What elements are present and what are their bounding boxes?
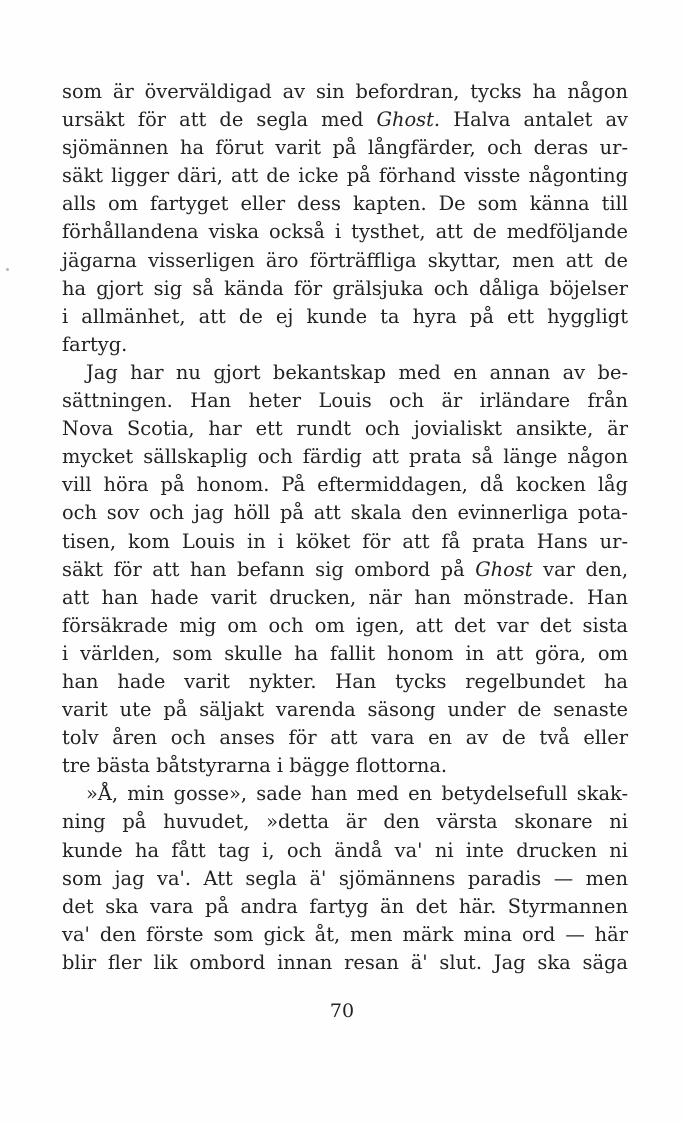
text-line: tisen, kom Louis in i köket för att få prata Hans ur-	[62, 529, 628, 553]
text-line: alls om fartyget eller dess kapten. De som känna till	[62, 192, 628, 216]
text-line: varit ute på säljakt varenda säsong under de senaste	[62, 698, 628, 722]
text-line: Jag har nu gjort bekantskap med en annan av be-	[86, 360, 628, 384]
text-line: han hade varit nykter. Han tycks regelbundet ha	[62, 669, 628, 693]
text-line: försäkrade mig om och om igen, att det var det sista	[62, 613, 628, 637]
text-line: förhållandena viska också i tysthet, att de medföljande	[62, 220, 628, 244]
text-line: ha gjort sig så kända för grälsjuka och dåliga böjelser	[62, 276, 628, 300]
margin-mark	[6, 268, 9, 271]
text-line: ursäkt för att de segla med Ghost. Halva antalet av	[62, 108, 628, 132]
body-text	[62, 78, 628, 977]
text-line: jägarna visserligen äro förträffliga skyttar, men att de	[62, 248, 628, 272]
text-line: mycket sällskaplig och färdig att prata så länge någon	[62, 445, 628, 469]
text-line: va' den förste som gick åt, men märk mina ord — här	[62, 922, 628, 946]
text-line: i allmänhet, att de ej kunde ta hyra på ett hyggligt	[62, 304, 628, 328]
text-line: blir fler lik ombord innan resan ä' slut. Jag ska säga	[62, 950, 628, 974]
ship-name: Ghost	[475, 557, 533, 581]
text-line: fartyg.	[62, 332, 128, 356]
page-number: 70	[329, 1000, 355, 1022]
text-line: sättningen. Han heter Louis och är irländare från	[62, 389, 628, 413]
text-line: sjömännen ha förut varit på långfärder, och deras ur-	[62, 136, 628, 160]
text-line: som är överväldigad av sin befordran, tycks ha någon	[62, 80, 628, 103]
ship-name: Ghost.	[376, 108, 441, 132]
text-line: vill höra på honom. På eftermiddagen, då kocken låg	[62, 473, 628, 497]
text-line: ning på huvudet, »detta är den värsta skonare ni	[62, 810, 628, 834]
text-line: kunde ha fått tag i, och ändå va' ni inte drucken ni	[62, 838, 628, 862]
text-line: det ska vara på andra fartyg än det här. Styrmannen	[62, 894, 628, 918]
text-line: att han hade varit drucken, när han mönstrade. Han	[62, 585, 628, 609]
text-line: säkt ligger däri, att de icke på förhand visste någonting	[62, 164, 628, 188]
text-line: i världen, som skulle ha fallit honom in att göra, om	[62, 641, 628, 665]
text-line: som jag va'. Att segla ä' sjömännens paradis — men	[62, 866, 628, 890]
text-line: tre bästa båtstyrarna i bägge flottorna.	[62, 754, 448, 778]
text-line: säkt för att han befann sig ombord på Ghost var den,	[62, 557, 629, 581]
text-line: Nova Scotia, har ett rundt och jovialiskt ansikte, är	[62, 417, 628, 441]
text-line: »Å, min gosse», sade han med en betydelsefull skak-	[86, 782, 628, 806]
text-line: tolv åren och anses för att vara en av de två eller	[62, 726, 628, 750]
text-line: och sov och jag höll på att skala den evinnerliga pota-	[62, 501, 628, 525]
